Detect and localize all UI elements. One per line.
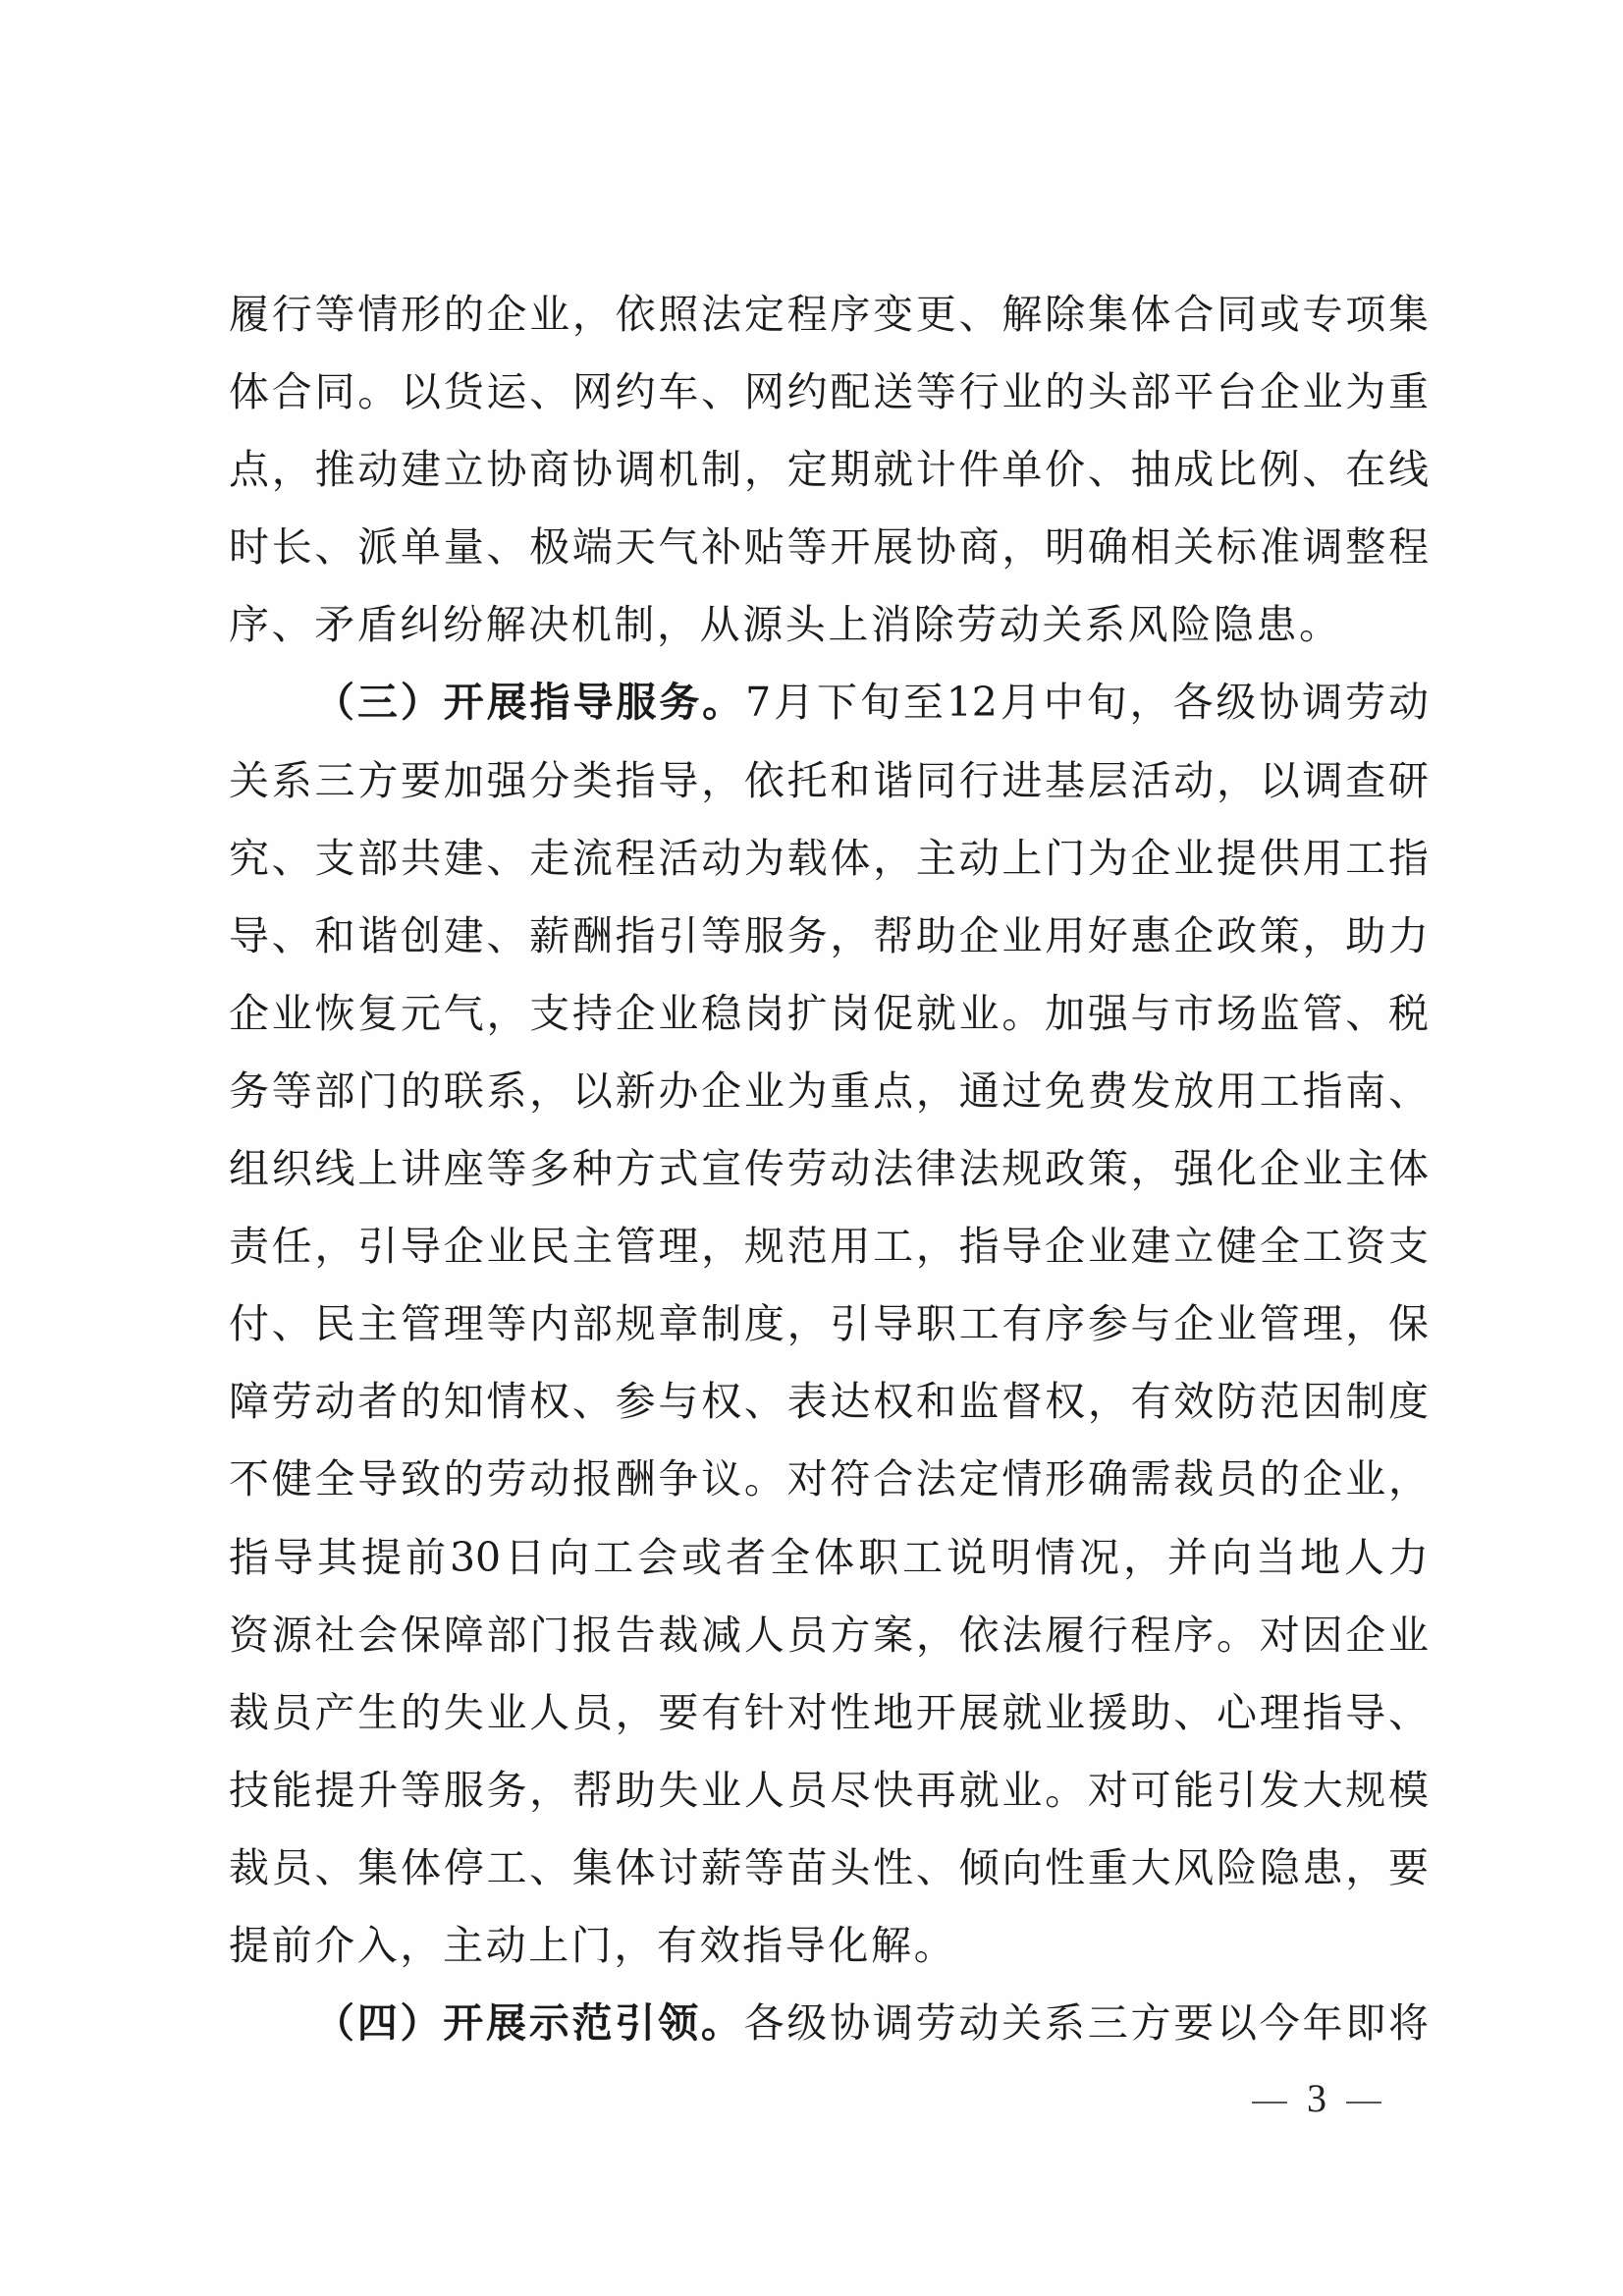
text-run: 各级协调劳动关系三方要以今年即将 (743, 1999, 1430, 2048)
text-line: 责任，引导企业民主管理，规范用工，指导企业建立健全工资支 (229, 1223, 1429, 1271)
text-line: 企业恢复元气，支持企业稳岗扩岗促就业。加强与市场监管、税 (229, 989, 1429, 1037)
text-line: 导、和谐创建、薪酬指引等服务，帮助企业用好惠企政策，助力 (229, 911, 1429, 959)
text-line: 序、矛盾纠纷解决机制，从源头上消除劳动关系风险隐患。 (229, 601, 1342, 649)
text-line: 提前介入，主动上门，有效指导化解。 (229, 1921, 957, 1969)
dash-right (1346, 2102, 1381, 2104)
page-number-value: 3 (1307, 2076, 1326, 2120)
text-line: 技能提升等服务，帮助失业人员尽快再就业。对可能引发大规模 (229, 1766, 1429, 1814)
section-heading-line (229, 673, 1429, 750)
section-heading-3: （三）开展指导服务。 (314, 679, 746, 727)
text-line: 裁员、集体停工、集体讨薪等苗头性、倾向性重大风险隐患，要 (229, 1843, 1429, 1891)
text-line: 资源社会保障部门报告裁减人员方案，依法履行程序。对因企业 (229, 1611, 1429, 1659)
text-line: 组织线上讲座等多种方式宣传劳动法律法规政策，强化企业主体 (229, 1145, 1429, 1193)
dash-left (1252, 2102, 1287, 2104)
text-line: 关系三方要加强分类指导，依托和谐同行进基层活动，以调查研 (229, 756, 1429, 804)
text-line: 究、支部共建、走流程活动为载体，主动上门为企业提供用工指 (229, 834, 1429, 882)
text-line: 不健全导致的劳动报酬争议。对符合法定情形确需裁员的企业， (229, 1455, 1429, 1503)
text-line: 点，推动建立协商协调机制，定期就计件单价、抽成比例、在线 (229, 446, 1429, 494)
text-line: 时长、派单量、极端天气补贴等开展协商，明确相关标准调整程 (229, 523, 1429, 572)
text-line: 指导其提前30日向工会或者全体职工说明情况，并向当地人力 (229, 1533, 1429, 1581)
document-body (229, 285, 1429, 2071)
text-line: 裁员产生的失业人员，要有针对性地开展就业援助、心理指导、 (229, 1688, 1429, 1736)
text-line: 体合同。以货运、网约车、网约配送等行业的头部平台企业为重 (229, 368, 1429, 416)
page-number (1232, 2077, 1389, 2120)
text-line: 务等部门的联系，以新办企业为重点，通过免费发放用工指南、 (229, 1066, 1429, 1115)
text-line: 障劳动者的知情权、参与权、表达权和监督权，有效防范因制度 (229, 1378, 1429, 1426)
section-heading-4: （四）开展示范引领。 (314, 1999, 744, 2048)
text-line: 履行等情形的企业，依照法定程序变更、解除集体合同或专项集 (229, 291, 1429, 338)
text-line: 付、民主管理等内部规章制度，引导职工有序参与企业管理，保 (229, 1300, 1429, 1348)
section-heading-line (229, 1994, 1429, 2071)
text-run: 7月下旬至12月中旬，各级协调劳动 (745, 679, 1429, 727)
